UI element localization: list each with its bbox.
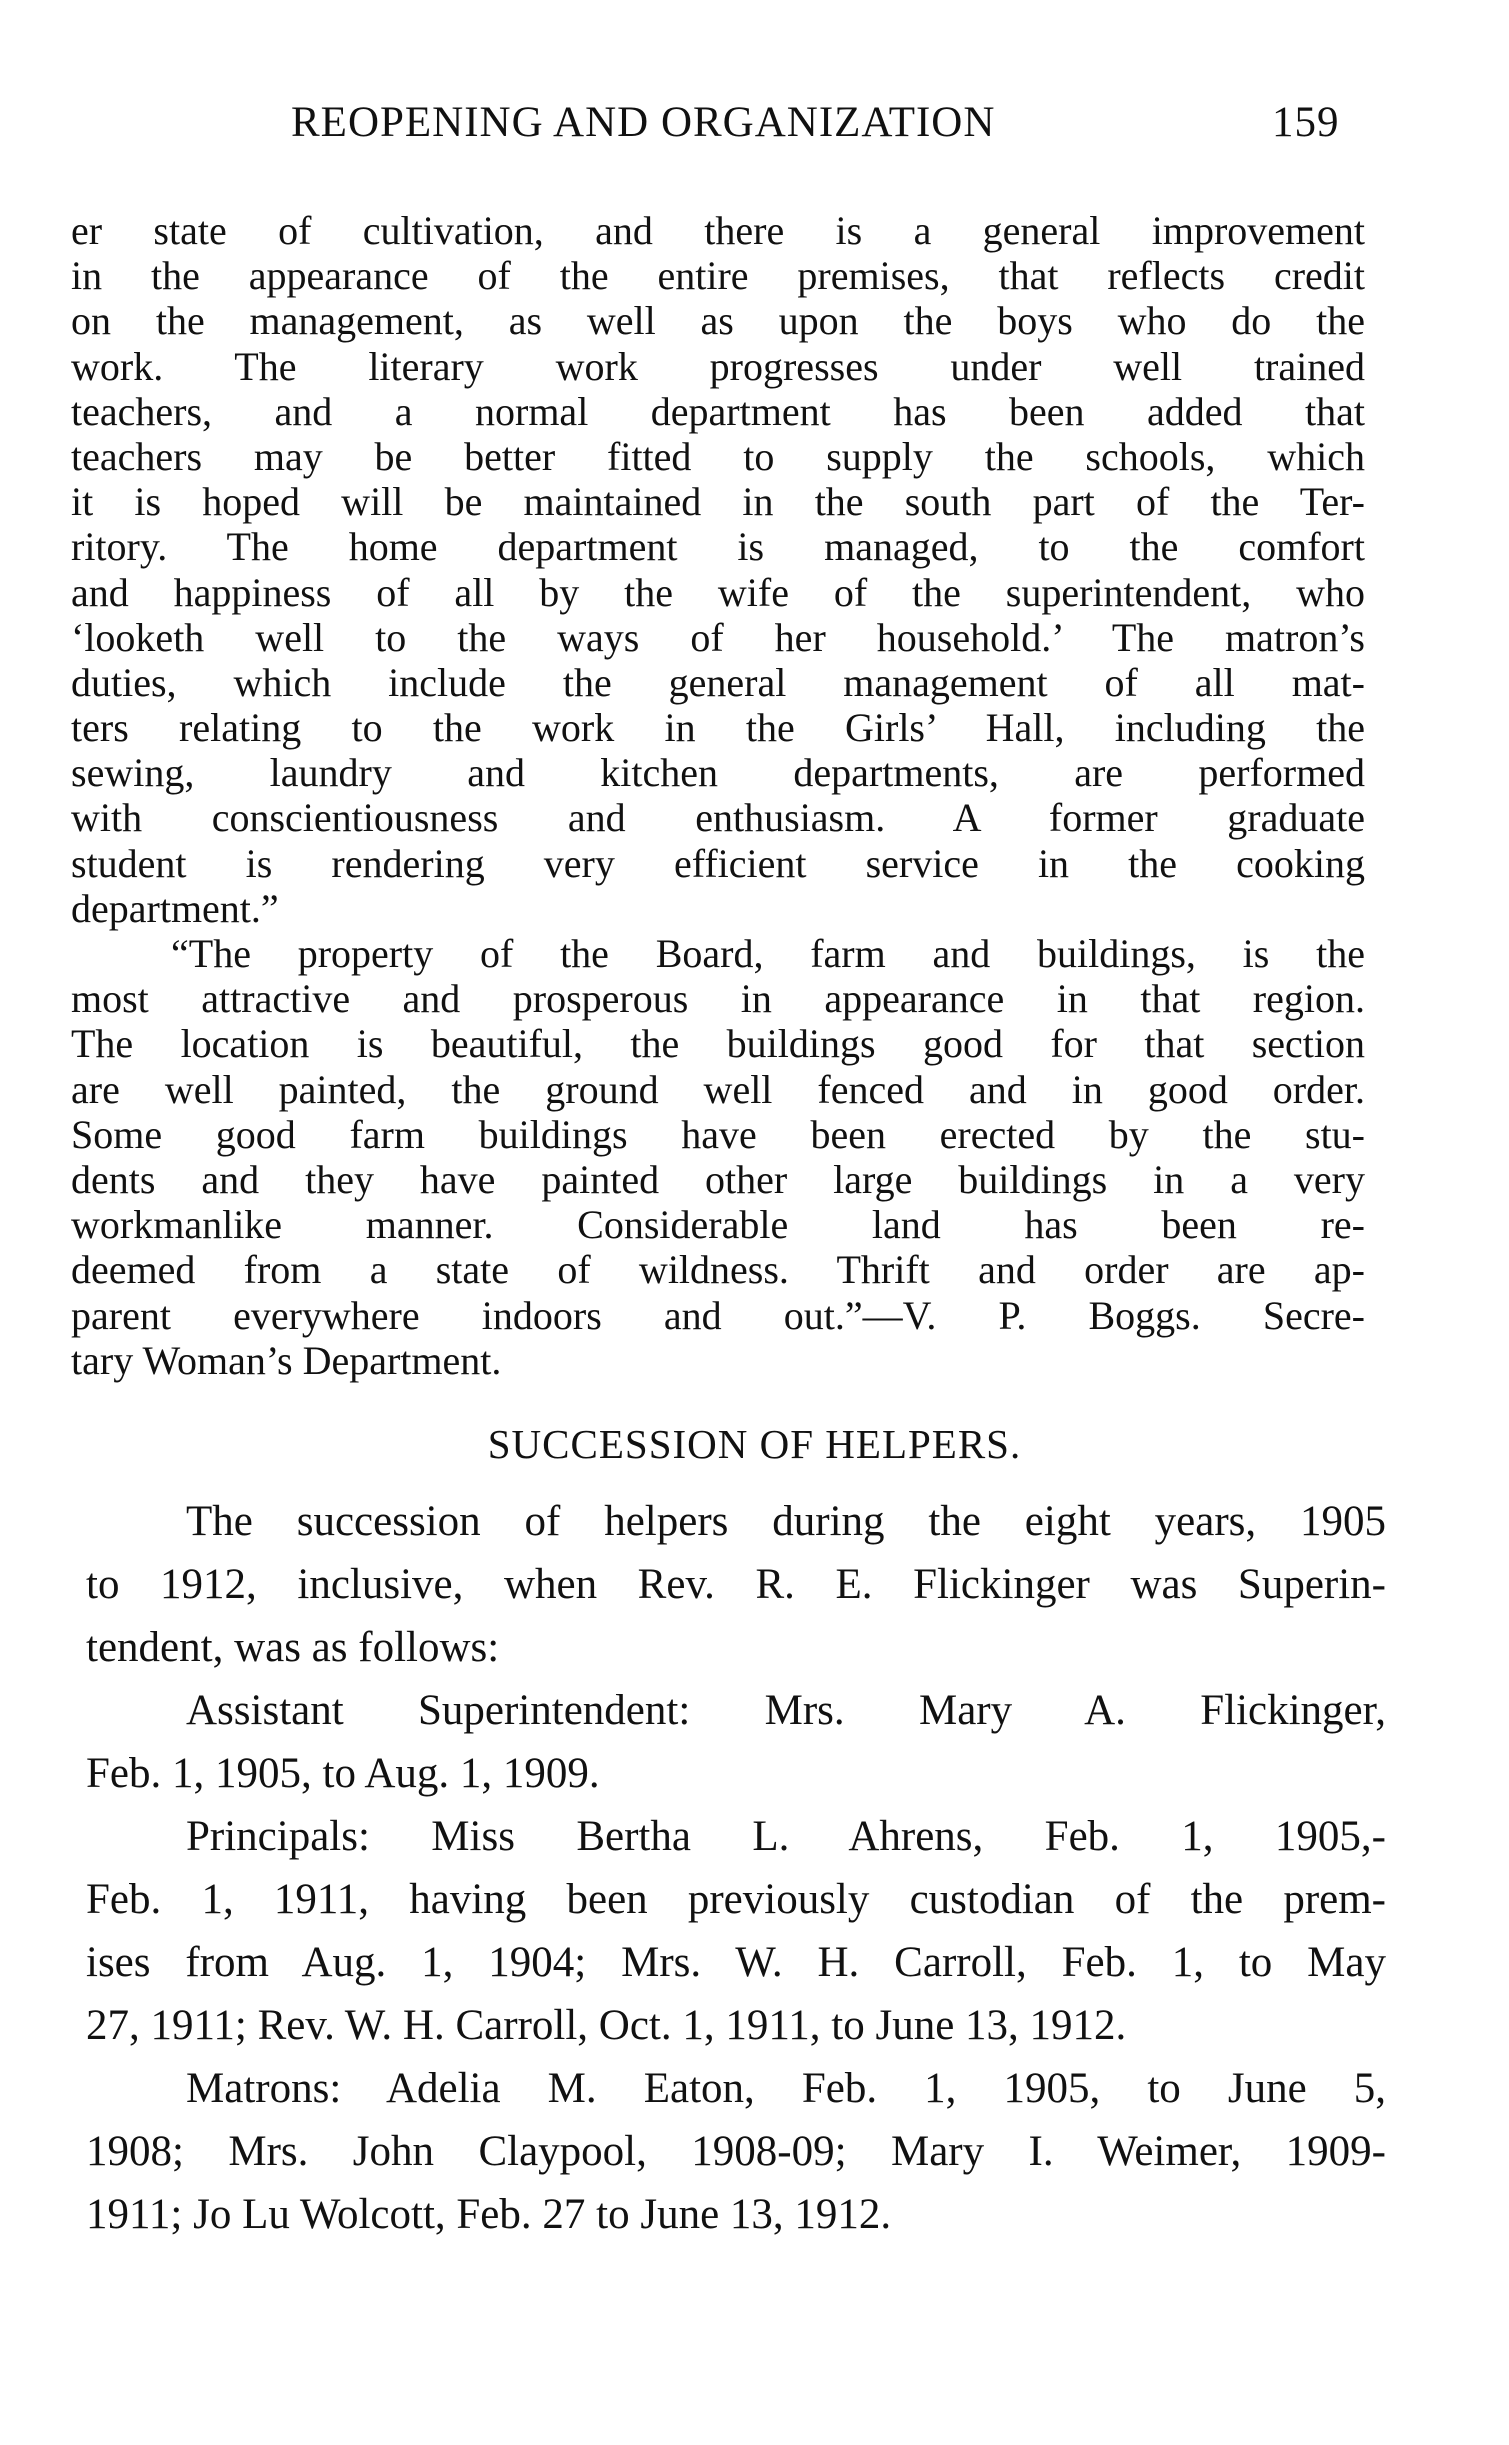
running-header-title: REOPENING AND ORGANIZATION [291, 99, 996, 146]
text-line: er state of cultivation, and there is a general improvement [71, 208, 1365, 253]
text-line: Feb. 1, 1905, to Aug. 1, 1909. [86, 1750, 600, 1797]
text-line: Matrons: Adelia M. Eaton, Feb. 1, 1905, to June 5, [186, 2065, 1386, 2112]
text-line: The succession of helpers during the eight years, 1905 [186, 1498, 1386, 1545]
text-line: tary Woman’s Department. [71, 1337, 502, 1383]
text-line: on the management, as well as upon the boys who do the [71, 298, 1365, 344]
text-line: ters relating to the work in the Girls’ Hall, including the [71, 705, 1365, 751]
text-line: “The property of the Board, farm and buildings, is the [171, 931, 1365, 976]
text-line: 1908; Mrs. John Claypool, 1908-09; Mary I. Weimer, 1909- [86, 2128, 1386, 2175]
text-line: ises from Aug. 1, 1904; Mrs. W. H. Carroll, Feb. 1, to May [86, 1939, 1386, 1986]
text-line: The location is beautiful, the buildings good for that section [71, 1021, 1365, 1067]
text-line: department.” [71, 885, 279, 931]
text-line: tendent, was as follows: [86, 1624, 500, 1671]
text-line: student is rendering very efficient service in the cooking [71, 840, 1365, 886]
text-line: parent everywhere indoors and out.”—V. P. Boggs. Secre- [71, 1292, 1365, 1338]
text-line: in the appearance of the entire premises, that reflects credit [71, 253, 1365, 299]
text-line: Feb. 1, 1911, having been previously custodian of the prem- [86, 1876, 1386, 1923]
text-line: with conscientiousness and enthusiasm. A former graduate [71, 795, 1365, 841]
text-line: work. The literary work progresses under well trained [71, 343, 1365, 389]
page-number: 159 [1272, 99, 1340, 146]
upper-text-block [71, 208, 1365, 1383]
paragraph [86, 1490, 1386, 1679]
text-line: deemed from a state of wildness. Thrift and order are ap- [71, 1247, 1365, 1293]
text-line: and happiness of all by the wife of the superintendent, who [71, 569, 1365, 615]
lower-text-block [86, 1490, 1386, 2246]
text-line: 1911; Jo Lu Wolcott, Feb. 27 to June 13, 1912. [86, 2191, 892, 2238]
text-line: ritory. The home department is managed, to the comfort [71, 524, 1365, 570]
section-heading: SUCCESSION OF HELPERS. [487, 1421, 1022, 1467]
text-line: ‘looketh well to the ways of her household.’ The matron’s [71, 614, 1365, 660]
text-line: 27, 1911; Rev. W. H. Carroll, Oct. 1, 1911, to June 13, 1912. [86, 2002, 1127, 2049]
text-line: teachers, and a normal department has been added that [71, 388, 1365, 434]
paragraph [71, 931, 1365, 1383]
text-line: Assistant Superintendent: Mrs. Mary A. Flickinger, [186, 1687, 1386, 1734]
text-line: it is hoped will be maintained in the south part of the Ter- [71, 479, 1365, 525]
text-line: duties, which include the general management of all mat- [71, 659, 1365, 705]
text-line: are well painted, the ground well fenced and in good order. [71, 1066, 1365, 1112]
paragraph [71, 208, 1365, 931]
text-line: dents and they have painted other large buildings in a very [71, 1156, 1365, 1202]
text-line: sewing, laundry and kitchen departments, are performed [71, 750, 1365, 796]
text-line: Principals: Miss Bertha L. Ahrens, Feb. 1, 1905,- [186, 1813, 1386, 1860]
text-line: Some good farm buildings have been erected by the stu- [71, 1111, 1365, 1157]
paragraph [86, 1679, 1386, 1805]
paragraph [86, 1805, 1386, 2057]
paragraph [86, 2057, 1386, 2246]
text-line: to 1912, inclusive, when Rev. R. E. Flickinger was Superin- [86, 1561, 1386, 1608]
text-line: most attractive and prosperous in appearance in that region. [71, 976, 1365, 1022]
text-line: teachers may be better fitted to supply the schools, which [71, 433, 1365, 479]
text-line: workmanlike manner. Considerable land has been re- [71, 1202, 1365, 1248]
